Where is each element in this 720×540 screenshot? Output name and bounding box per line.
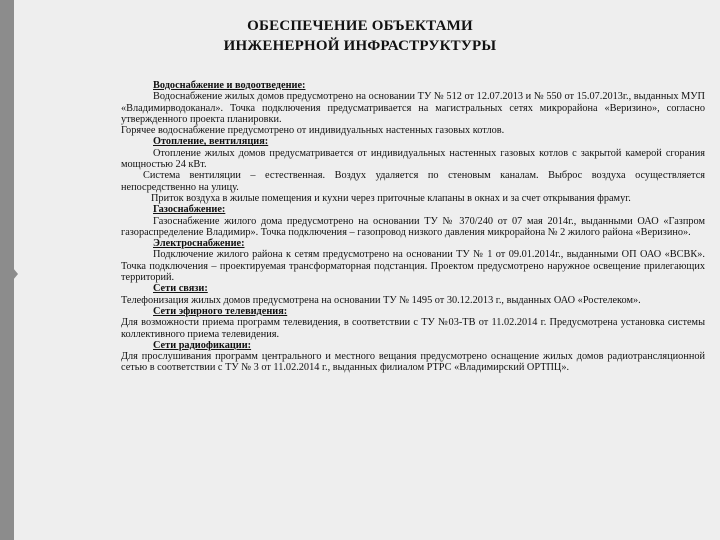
power-paragraph-1: Подключение жилого района к сетям предусмотрено на основании ТУ № 1 от 09.01.2014г., выданными ОП ОАО «ВСВК». Точка подключения – проектируемая трансформаторная подстанция. Проектом предусмотрено наружное освещение прилегающих территорий. <box>121 249 705 284</box>
heating-paragraph-2: Система вентиляции – естественная. Воздух удаляется по стеновым каналам. Выброс воздуха осуществляется непосредственно на улицу. <box>121 170 705 193</box>
heating-heading: Отопление, вентиляция: <box>153 136 269 148</box>
gas-paragraph-1: Газоснабжение жилого дома предусмотрено на основании ТУ № 370/240 от 07 мая 2014г., выданными ОАО «Газпром газораспределение Владимир». Точка подключения – газопровод низкого давления микрорайона № 2 жилого района «Веризино». <box>121 215 705 238</box>
radio-paragraph-1: Для прослушивания программ центрального и местного вещания предусмотрено оснащение жилых домов радиотрансляционной сетью в соответствии с ТУ № 3 от 11.02.2014 г., выданных филиалом РТРС «Владимирский ОРТПЦ». <box>121 351 705 374</box>
water-paragraph-1: Водоснабжение жилых домов предусмотрено на основании ТУ № 512 от 12.07.2013 и № 550 от 15.07.2013г., выданных МУП «Владимирводоканал». Точка подключения предусматривается на магистральных сетях микрорайона «Веризино», согласно утвержденного проекта планировки. <box>121 91 705 125</box>
heating-paragraph-3: Приток воздуха в жилые помещения и кухни через приточные клапаны в окнах и за счет открывания фрамуг. <box>151 192 631 204</box>
document-body <box>121 80 705 374</box>
page-title <box>100 16 620 56</box>
water-heading: Водоснабжение и водоотведение: <box>153 80 306 91</box>
accent-chevron <box>8 262 18 286</box>
water-paragraph-2: Горячее водоснабжение предусмотрено от индивидуальных настенных газовых котлов. <box>121 125 505 137</box>
radio-heading: Сети радиофикации: <box>153 339 252 351</box>
title-line-2: ИНЖЕНЕРНОЙ ИНФРАСТРУКТУРЫ <box>223 38 497 54</box>
comm-heading: Сети связи: <box>153 283 208 295</box>
comm-paragraph-1: Телефонизация жилых домов предусмотрена на основании ТУ № 1495 от 30.12.2013 г., выданных ОАО «Ростелеком». <box>121 294 641 306</box>
gas-heading: Газоснабжение: <box>153 204 226 216</box>
tv-heading: Сети эфирного телевидения: <box>153 305 288 317</box>
power-heading: Электроснабжение: <box>153 238 245 250</box>
heating-paragraph-1: Отопление жилых домов предусматривается от индивидуальных настенных газовых котлов с закрытой камерой сгорания мощностью 24 кВт. <box>121 147 705 171</box>
title-line-1: ОБЕСПЕЧЕНИЕ ОБЪЕКТАМИ <box>247 18 473 34</box>
tv-paragraph-1: Для возможности приема программ телевидения, в соответствии с ТУ №03-ТВ от 11.02.2014 г. Предусмотрена установка системы коллективного приема телевидения. <box>121 317 705 340</box>
